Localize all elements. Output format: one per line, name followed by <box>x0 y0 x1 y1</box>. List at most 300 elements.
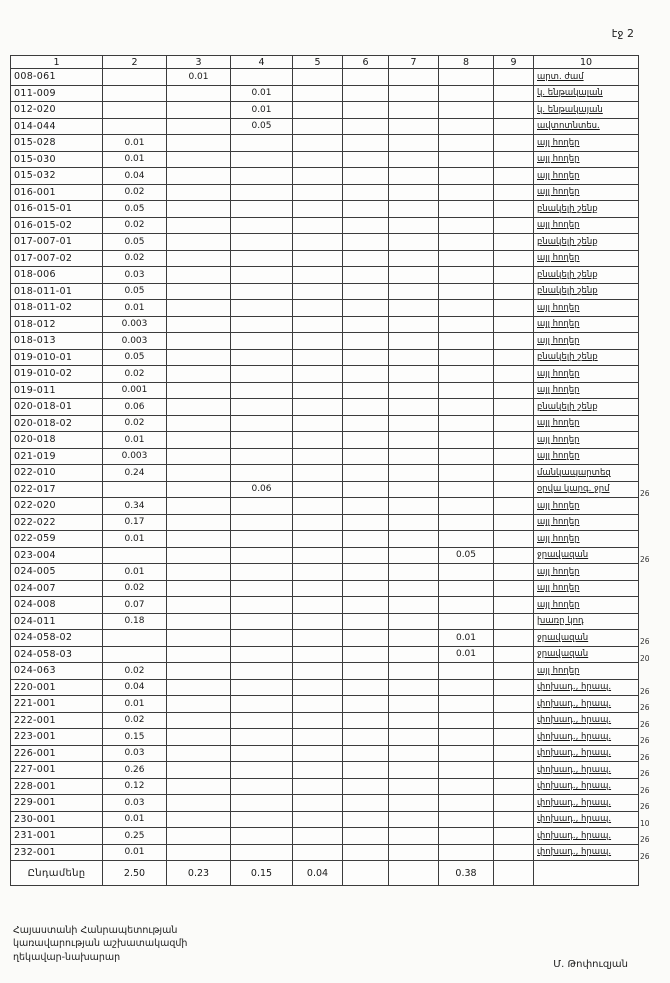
cell-col2: 0.01 <box>103 300 167 317</box>
table-row <box>11 217 660 234</box>
description-text: կ. ենթակայան <box>537 88 603 99</box>
description-text: բնակելի շենք <box>537 236 598 247</box>
cell-col8 <box>439 729 494 746</box>
cell-col4 <box>231 448 293 465</box>
table-row <box>11 300 660 317</box>
cell-col10 <box>534 514 639 531</box>
cell-col7 <box>389 531 439 548</box>
column-header-7: 7 <box>389 56 439 69</box>
column-header-6: 6 <box>343 56 389 69</box>
description-text: բնակելի շենք <box>537 203 598 214</box>
cell-col5 <box>293 283 343 300</box>
cell-col9 <box>494 811 534 828</box>
cell-col9 <box>494 415 534 432</box>
table-row <box>11 778 660 795</box>
cell-col2: 0.01 <box>103 432 167 449</box>
cell-col7 <box>389 762 439 779</box>
cell-col5 <box>293 250 343 267</box>
cell-col9 <box>494 465 534 482</box>
cell-col4: 0.01 <box>231 85 293 102</box>
cell-col8 <box>439 712 494 729</box>
cell-col10 <box>534 69 639 86</box>
cell-col9 <box>494 778 534 795</box>
cell-col9 <box>494 531 534 548</box>
cell-col4 <box>231 778 293 795</box>
header-row <box>11 56 660 69</box>
cell-col1: 024-007 <box>11 580 103 597</box>
cell-col7 <box>389 844 439 861</box>
cell-col1: 020-018 <box>11 432 103 449</box>
cell-col10 <box>534 844 639 861</box>
column-header-2: 2 <box>103 56 167 69</box>
cell-col3 <box>167 613 231 630</box>
cell-col3 <box>167 366 231 383</box>
cell-col8 <box>439 135 494 152</box>
cell-col9 <box>494 85 534 102</box>
cell-col6 <box>343 745 389 762</box>
margin-note: 20 <box>640 653 650 663</box>
page-number: էջ 2 <box>611 27 634 40</box>
cell-col7 <box>389 630 439 647</box>
table-row <box>11 415 660 432</box>
cell-col4 <box>231 679 293 696</box>
cell-col9 <box>494 762 534 779</box>
cell-col9 <box>494 201 534 218</box>
description-text: այլ հողեր <box>537 599 580 610</box>
cell-col8 <box>439 267 494 284</box>
cell-col4 <box>231 168 293 185</box>
cell-col7 <box>389 333 439 350</box>
margin-note <box>639 283 660 300</box>
cell-col9 <box>494 828 534 845</box>
cell-col1: 018-011-01 <box>11 283 103 300</box>
cell-col7 <box>389 828 439 845</box>
description-text: այլ հողեր <box>537 187 580 198</box>
cell-col1: 011-009 <box>11 85 103 102</box>
cell-col3 <box>167 580 231 597</box>
table-row <box>11 85 660 102</box>
cell-col4 <box>231 531 293 548</box>
cell-col4 <box>231 597 293 614</box>
cell-col4 <box>231 811 293 828</box>
cell-col8 <box>439 333 494 350</box>
signature-name: Մ. Թոփուզյան <box>553 959 628 970</box>
cell-col8 <box>439 184 494 201</box>
cell-col3 <box>167 333 231 350</box>
cell-col2: 0.24 <box>103 465 167 482</box>
cell-col10 <box>534 267 639 284</box>
cell-col1: 019-010-02 <box>11 366 103 383</box>
cell-col6 <box>343 498 389 515</box>
cell-col10 <box>534 778 639 795</box>
cell-col6 <box>343 712 389 729</box>
cell-col6 <box>343 828 389 845</box>
cell-col7 <box>389 283 439 300</box>
description-text: այլ հողեր <box>537 451 580 462</box>
cell-col1: 016-015-02 <box>11 217 103 234</box>
cell-col2: 0.34 <box>103 498 167 515</box>
table-row <box>11 201 660 218</box>
table-row <box>11 745 660 762</box>
cell-col8 <box>439 514 494 531</box>
cell-col1: 018-011-02 <box>11 300 103 317</box>
cell-col6 <box>343 250 389 267</box>
table-row <box>11 267 660 284</box>
cell-col6 <box>343 399 389 416</box>
cell-col2: 0.15 <box>103 729 167 746</box>
issuer-line-1: Հայաստանի Հանրապետության <box>13 925 178 936</box>
margin-note <box>639 465 660 482</box>
cell-col8 <box>439 498 494 515</box>
description-text: փոխադ., հրապ. <box>537 830 612 841</box>
cell-col1: 020-018-02 <box>11 415 103 432</box>
description-text: փոխադ., հրապ. <box>537 715 612 726</box>
cell-col10 <box>534 712 639 729</box>
cell-col6 <box>343 795 389 812</box>
cell-col9 <box>494 399 534 416</box>
cell-col7 <box>389 85 439 102</box>
cell-col6 <box>343 135 389 152</box>
cell-col10 <box>534 184 639 201</box>
margin-note <box>639 514 660 531</box>
cell-col2: 0.02 <box>103 184 167 201</box>
description-text: այլ հողեր <box>537 253 580 264</box>
margin-note: 26 <box>640 719 650 729</box>
cell-col3 <box>167 729 231 746</box>
cell-col7 <box>389 564 439 581</box>
cell-col10 <box>534 481 639 498</box>
cell-col8 <box>439 168 494 185</box>
cell-col1: 018-012 <box>11 316 103 333</box>
description-text: ջրավազան <box>537 649 589 660</box>
cell-col7 <box>389 745 439 762</box>
cell-col6 <box>343 597 389 614</box>
cell-col9 <box>494 630 534 647</box>
description-text: ավտոտնտես. <box>537 121 600 132</box>
cell-col7 <box>389 234 439 251</box>
cell-col5 <box>293 762 343 779</box>
cell-col8 <box>439 448 494 465</box>
cell-col7 <box>389 349 439 366</box>
table-row <box>11 564 660 581</box>
cell-col3 <box>167 514 231 531</box>
margin-note: 26 <box>640 752 650 762</box>
margin-note <box>639 201 660 218</box>
cell-col5 <box>293 712 343 729</box>
cell-col7 <box>389 861 439 886</box>
margin-note <box>639 580 660 597</box>
cell-col2: 0.05 <box>103 283 167 300</box>
margin-note: 10 <box>640 818 650 828</box>
cell-col7 <box>389 382 439 399</box>
cell-col10 <box>534 399 639 416</box>
cell-col2: 0.18 <box>103 613 167 630</box>
cell-col4 <box>231 613 293 630</box>
cell-col10 <box>534 531 639 548</box>
cell-col5 <box>293 102 343 119</box>
cell-col8 <box>439 201 494 218</box>
cell-col9 <box>494 679 534 696</box>
cell-col7 <box>389 432 439 449</box>
cell-col7 <box>389 168 439 185</box>
cell-col2: 0.02 <box>103 250 167 267</box>
cell-col1: 024-058-02 <box>11 630 103 647</box>
cell-col3 <box>167 102 231 119</box>
margin-note: 26 <box>640 736 650 745</box>
cell-col9 <box>494 564 534 581</box>
cell-col6 <box>343 696 389 713</box>
margin-note <box>639 663 660 680</box>
cell-col3 <box>167 184 231 201</box>
table-row <box>11 316 660 333</box>
description-text: փոխադ., հրապ. <box>537 698 612 709</box>
margin-note: 26 <box>640 703 650 712</box>
cell-col9 <box>494 69 534 86</box>
cell-col5 <box>293 613 343 630</box>
table-row <box>11 762 660 779</box>
cell-col9 <box>494 844 534 861</box>
margin-note <box>639 597 660 614</box>
cell-col2: 0.03 <box>103 795 167 812</box>
cell-col2: 0.003 <box>103 448 167 465</box>
margin-note <box>639 151 660 168</box>
table-row <box>11 135 660 152</box>
cell-col3 <box>167 448 231 465</box>
cell-col6 <box>343 514 389 531</box>
cell-col5 <box>293 778 343 795</box>
cell-col6 <box>343 679 389 696</box>
cell-col7 <box>389 597 439 614</box>
cell-col6 <box>343 69 389 86</box>
cell-col5 <box>293 498 343 515</box>
cell-col4 <box>231 415 293 432</box>
margin-note: 26 <box>640 769 650 778</box>
cell-col9 <box>494 333 534 350</box>
cell-col5 <box>293 729 343 746</box>
cell-col8 <box>439 300 494 317</box>
cell-col10 <box>534 564 639 581</box>
cell-col6 <box>343 366 389 383</box>
cell-col8 <box>439 399 494 416</box>
cell-col7 <box>389 250 439 267</box>
cell-col1: 022-020 <box>11 498 103 515</box>
margin-note <box>639 102 660 119</box>
cell-col4 <box>231 795 293 812</box>
table-row <box>11 597 660 614</box>
cell-col3 <box>167 382 231 399</box>
cell-col3 <box>167 498 231 515</box>
cell-col10 <box>534 597 639 614</box>
cell-col6 <box>343 300 389 317</box>
cell-col5 <box>293 630 343 647</box>
cell-col3 <box>167 465 231 482</box>
margin-note <box>639 250 660 267</box>
cell-col5 <box>293 333 343 350</box>
cell-col9 <box>494 135 534 152</box>
cell-col10 <box>534 432 639 449</box>
cell-col7 <box>389 778 439 795</box>
cell-col2: 0.26 <box>103 762 167 779</box>
table-row <box>11 630 660 647</box>
cell-col6 <box>343 580 389 597</box>
cell-col6 <box>343 283 389 300</box>
cell-col5 <box>293 85 343 102</box>
cell-col4 <box>231 547 293 564</box>
cell-col10 <box>534 646 639 663</box>
cell-col10 <box>534 663 639 680</box>
cell-col1: 223-001 <box>11 729 103 746</box>
description-text: խառը կոդ <box>537 616 584 627</box>
cell-col3: 0.23 <box>167 861 231 886</box>
cell-col10 <box>534 316 639 333</box>
cell-col10 <box>534 729 639 746</box>
cell-col10 <box>534 217 639 234</box>
description-text: այլ հողեր <box>537 665 580 676</box>
cell-col4 <box>231 828 293 845</box>
cell-col3 <box>167 283 231 300</box>
cell-col10 <box>534 349 639 366</box>
cell-col4 <box>231 745 293 762</box>
margin-note <box>639 531 660 548</box>
cell-col10 <box>534 811 639 828</box>
cell-col5 <box>293 465 343 482</box>
cell-col3 <box>167 597 231 614</box>
description-text: ջրավազան <box>537 550 589 561</box>
cell-col2: 0.003 <box>103 316 167 333</box>
cell-col8 <box>439 564 494 581</box>
cell-col4 <box>231 234 293 251</box>
cell-col6 <box>343 646 389 663</box>
cell-col2 <box>103 646 167 663</box>
cell-col8 <box>439 85 494 102</box>
cell-col1: 015-032 <box>11 168 103 185</box>
cell-col5 <box>293 481 343 498</box>
cell-col7 <box>389 547 439 564</box>
cell-col1: 018-006 <box>11 267 103 284</box>
cell-col8 <box>439 778 494 795</box>
cell-col5 <box>293 316 343 333</box>
cell-col1: 016-015-01 <box>11 201 103 218</box>
description-text: արտ. ժամ <box>537 71 584 82</box>
cell-col2: 2.50 <box>103 861 167 886</box>
cell-col4 <box>231 696 293 713</box>
column-header-1: 1 <box>11 56 103 69</box>
cell-col9 <box>494 151 534 168</box>
cell-col10 <box>534 118 639 135</box>
table-row <box>11 531 660 548</box>
cell-col9 <box>494 580 534 597</box>
cell-col10 <box>534 168 639 185</box>
cell-col4 <box>231 465 293 482</box>
cell-col1: 024-011 <box>11 613 103 630</box>
cell-col5 <box>293 168 343 185</box>
cell-col10 <box>534 382 639 399</box>
cell-col1: 019-011 <box>11 382 103 399</box>
column-header-8: 8 <box>439 56 494 69</box>
cell-col1: 008-061 <box>11 69 103 86</box>
cell-col9 <box>494 118 534 135</box>
description-text: բնակելի շենք <box>537 286 598 297</box>
cell-col3 <box>167 646 231 663</box>
description-text: այլ հողեր <box>537 517 580 528</box>
cell-col9 <box>494 184 534 201</box>
cell-col6 <box>343 811 389 828</box>
cell-col9 <box>494 102 534 119</box>
table-row <box>11 382 660 399</box>
table-row <box>11 844 660 861</box>
issuer-line-3: ղեկավար-նախարար <box>13 951 121 963</box>
description-text: փոխադ., հրապ. <box>537 781 612 792</box>
cell-col3 <box>167 217 231 234</box>
cell-col2: 0.003 <box>103 333 167 350</box>
cell-col10 <box>534 745 639 762</box>
column-header-4: 4 <box>231 56 293 69</box>
cell-col5 <box>293 597 343 614</box>
cell-col5 <box>293 234 343 251</box>
cell-col3 <box>167 432 231 449</box>
description-text: այլ հողեր <box>537 220 580 231</box>
table-row <box>11 498 660 515</box>
cell-col6 <box>343 663 389 680</box>
cell-col8 <box>439 481 494 498</box>
cell-col8 <box>439 811 494 828</box>
margin-note <box>639 366 660 383</box>
table-row <box>11 151 660 168</box>
cell-col9 <box>494 613 534 630</box>
cell-col10 <box>534 795 639 812</box>
cell-col3 <box>167 349 231 366</box>
cell-col6 <box>343 861 389 886</box>
cell-col10 <box>534 300 639 317</box>
margin-note <box>639 861 660 886</box>
cell-col2 <box>103 481 167 498</box>
cell-col3 <box>167 844 231 861</box>
cell-col1: 018-013 <box>11 333 103 350</box>
description-text: այլ հողեր <box>537 583 580 594</box>
cell-col3 <box>167 828 231 845</box>
description-text: ջրավազան <box>537 632 589 643</box>
cell-col1: 024-063 <box>11 663 103 680</box>
cell-col5 <box>293 69 343 86</box>
cell-col1: 015-030 <box>11 151 103 168</box>
cell-col4 <box>231 349 293 366</box>
description-text: փոխադ., հրապ. <box>537 731 612 742</box>
cell-col9 <box>494 300 534 317</box>
cell-col7 <box>389 613 439 630</box>
cell-col1: 022-017 <box>11 481 103 498</box>
cell-col10 <box>534 85 639 102</box>
cell-col5 <box>293 564 343 581</box>
margin-note <box>639 217 660 234</box>
description-text: այլ հողեր <box>537 154 580 165</box>
margin-note <box>639 333 660 350</box>
cell-col1: 015-028 <box>11 135 103 152</box>
cell-col1: 231-001 <box>11 828 103 845</box>
cell-col5 <box>293 795 343 812</box>
cell-col1: 024-008 <box>11 597 103 614</box>
description-text: այլ հողեր <box>537 319 580 330</box>
cell-col8 <box>439 432 494 449</box>
cell-col1: 226-001 <box>11 745 103 762</box>
table-row <box>11 663 660 680</box>
cell-col4 <box>231 333 293 350</box>
cell-col8 <box>439 415 494 432</box>
cell-col4 <box>231 514 293 531</box>
cell-col5 <box>293 432 343 449</box>
cell-col5 <box>293 267 343 284</box>
cell-col2: 0.05 <box>103 349 167 366</box>
cell-col4 <box>231 498 293 515</box>
